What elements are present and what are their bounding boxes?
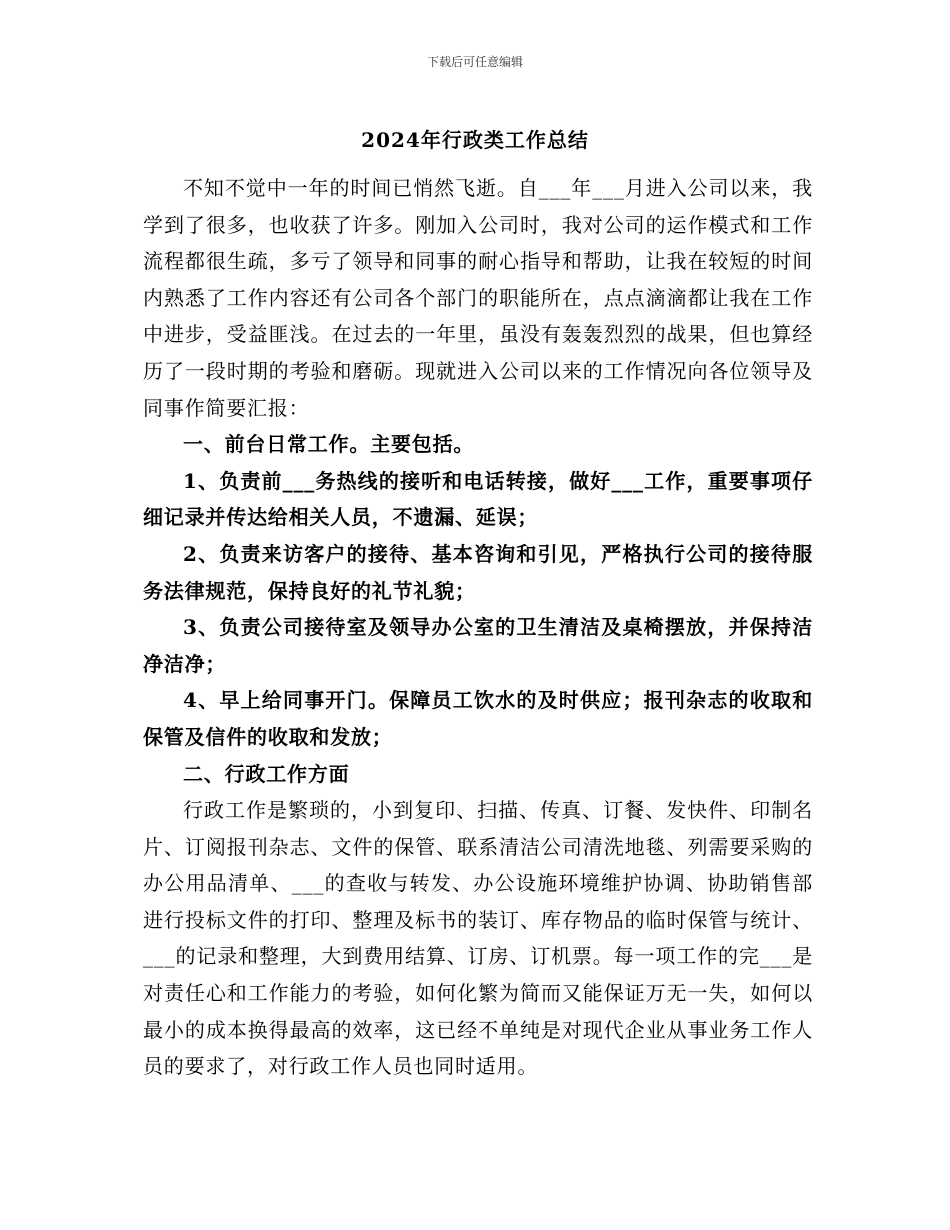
section-heading-admin: 二、行政工作方面 [183,761,350,786]
admin-paragraph: 行政工作是繁琐的，小到复印、扫描、传真、订餐、发快件、印制名片、订阅报刊杂志、文件的保管、联系清洁公司清洗地毯、列需要采购的办公用品清单、___的查收与转发、办公设施环境维护协调、协助销售部进行投标文件的打印、整理及标书的装订、库存物品的临时保管与统计、___的记录和整理，大到费用结算、订房、订机票。每一项工作的完___是对责任心和工作能力的考验，如何化繁为简而又能保证万无一失，如何以最小的成本换得最高的效率，这已经不单纯是对现代企业从事业务工作人员的要求了，对行政工作人员也同时适用。 [143,798,813,1079]
list-item-4: 4、早上给同事开门。保障员工饮水的及时供应；报刊杂志的收取和保管及信件的收取和发放； [143,688,813,749]
document-title: 2024年行政类工作总结 [361,128,589,152]
header-note: 下载后可任意编辑 [426,55,523,69]
list-item-1: 1、负责前___务热线的接听和电话转接，做好___工作，重要事项仔细记录并传达给相关人员，不遗漏、延误； [143,468,813,530]
intro-paragraph: 不知不觉中一年的时间已悄然飞逝。自___年___月进入公司以来，我学到了很多，也收获了许多。刚加入公司时，我对公司的运作模式和工作流程都很生疏，多亏了领导和同事的耐心指导和帮助，让我在较短的时间内熟悉了工作内容还有公司各个部门的职能所在，点点滴滴都让我在工作中进步，受益匪浅。在过去的一年里，虽没有轰轰烈烈的战果，但也算经历了一段时期的考验和磨砺。现就进入公司以来的工作情况向各位领导及同事作简要汇报： [143,176,813,420]
section-heading-front-desk: 一、前台日常工作。主要包括。 [183,432,475,457]
list-item-3: 3、负责公司接待室及领导办公室的卫生清洁及桌椅摆放，并保持洁净洁净； [143,615,813,676]
document-body [143,170,813,1085]
list-item-2: 2、负责来访客户的接待、基本咨询和引见，严格执行公司的接待服务法律规范，保持良好的礼节礼貌； [143,541,813,603]
